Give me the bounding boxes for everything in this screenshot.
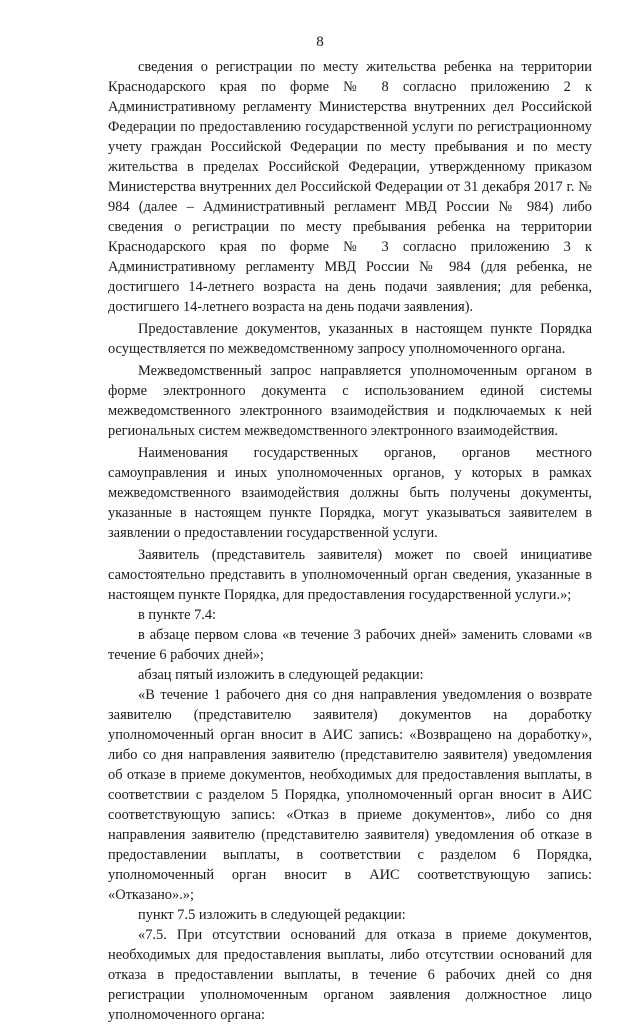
page-number: 8 bbox=[316, 34, 324, 50]
paragraph: абзац пятый изложить в следующей редакции: bbox=[138, 667, 424, 683]
paragraph: сведения о регистрации по месту жительства ребенка на территории Краснодарского края по форме № 8 согласно приложению 2 к Административному регламенту Министерства внутренних дел Российской Федерации по предоставлению государственной услуги по регистрационному учету граждан Российской Федерации по месту пребывания и по месту жительства в пределах Российской Федерации, утвержденному приказом Министерства внутренних дел Российской Федерации от 31 декабря 2017 г. № 984 (далее – Административный регламент МВД России № 984) либо сведения о регистрации по месту пребывания ребенка на территории Краснодарского края по форме № 3 согласно приложению 3 к Административному регламенту МВД России № 984 (для ребенка, не достигшего 14-летнего возраста на день подачи заявления; для ребенка, достигшего 14-летнего возраста на день подачи заявления). bbox=[108, 59, 592, 315]
paragraph: в абзаце первом слова «в течение 3 рабочих дней» заменить словами «в течение 6 рабочих дней»; bbox=[108, 627, 592, 663]
paragraph: Наименования государственных органов, органов местного самоуправления и иных уполномоченных органов, у которых в рамках межведомственного взаимодействия должны быть получены документы, указанные в настоящем пункте Порядка, могут указываться заявителем в заявлении о предоставлении государственной услуги. bbox=[108, 445, 592, 541]
paragraph: в пункте 7.4: bbox=[138, 607, 217, 623]
paragraph: пункт 7.5 изложить в следующей редакции: bbox=[138, 907, 406, 923]
paragraph: Предоставление документов, указанных в настоящем пункте Порядка осуществляется по межведомственному запросу уполномоченного органа. bbox=[108, 321, 592, 357]
paragraph: Межведомственный запрос направляется уполномоченным органом в форме электронного документа с использованием единой системы межведомственного электронного взаимодействия и подключаемых к ней региональных систем межведомственного электронного взаимодействия. bbox=[108, 363, 592, 439]
paragraph: «7.5. При отсутствии оснований для отказа в приеме документов, необходимых для предоставления выплаты, либо отсутствии оснований для отказа в предоставлении выплаты, в течение 6 рабочих дней со дня регистрации уполномоченным органом заявления должностное лицо уполномоченного органа: bbox=[108, 927, 592, 1023]
paragraph: «В течение 1 рабочего дня со дня направления уведомления о возврате заявителю (представителю заявителя) документов на доработку уполномоченный орган вносит в АИС запись: «Возвращено на доработку», либо со дня направления заявителю (представителю заявителя) уведомления об отказе в приеме документов, необходимых для предоставления выплаты, в соответствии с разделом 5 Порядка, уполномоченный орган вносит в АИС соответствующую запись: «Отказ в приеме документов», либо со дня направления заявителю (представителю заявителя) уведомления об отказе в предоставлении выплаты, в соответствии с разделом 6 Порядка, уполномоченный орган вносит в АИС соответствующую запись: «Отказано».»; bbox=[108, 687, 592, 903]
paragraph: Заявитель (представитель заявителя) может по своей инициативе самостоятельно представить в уполномоченный орган сведения, указанные в настоящем пункте Порядка, для предоставления государственной услуги.»; bbox=[108, 547, 592, 603]
document-body bbox=[108, 57, 592, 1025]
